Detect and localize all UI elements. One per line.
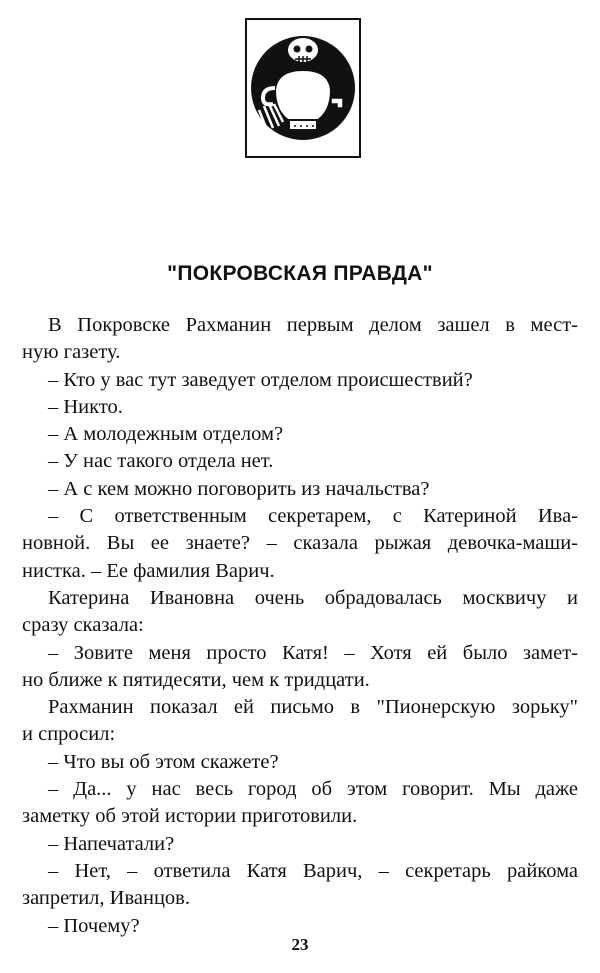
text-line: – Нет, – ответила Катя Варич, – секретарь райкома xyxy=(48,859,578,882)
text-line: – А молодежным отделом? xyxy=(48,423,284,446)
body-text xyxy=(22,312,578,940)
text-line: но ближе к пятидесяти, чем к тридцати. xyxy=(22,668,370,691)
text-line: – Напечатали? xyxy=(48,832,175,855)
text-line: – Зовите меня просто Катя! – Хотя ей было замет- xyxy=(48,641,578,664)
text-line: и спросил: xyxy=(22,723,116,746)
text-line: ную газету. xyxy=(22,341,121,364)
text-line: – Что вы об этом скажете? xyxy=(48,750,279,773)
text-line: В Покровске Рахманин первым делом зашел в мест- xyxy=(48,314,578,336)
chapter-title: "ПОКРОВСКАЯ ПРАВДА" xyxy=(167,262,433,285)
text-line: нистка. – Ее фамилия Варич. xyxy=(22,559,275,582)
text-line: новной. Вы ее знаете? – сказала рыжая девочка-маши- xyxy=(22,532,578,555)
page-number: 23 xyxy=(291,935,309,954)
emblem-skull-eye-left xyxy=(294,46,301,53)
text-line: – С ответственным секретарем, с Катериной Ива- xyxy=(48,505,578,528)
emblem-figure xyxy=(275,70,331,122)
text-line: Катерина Ивановна очень обрадовалась москвичу и xyxy=(48,586,578,609)
text-line: сразу сказала: xyxy=(22,614,144,637)
text-line: – У нас такого отдела нет. xyxy=(48,450,274,473)
emblem-figure-base xyxy=(289,120,317,130)
text-line: Рахманин показал ей письмо в "Пионерскую зорьку" xyxy=(48,696,578,719)
text-line: запретил, Иванцов. xyxy=(22,887,190,910)
text-line: – Кто у вас тут заведует отделом происшествий? xyxy=(48,368,473,391)
text-line: – А с кем можно поговорить из начальства? xyxy=(48,477,430,500)
text-line: – Почему? xyxy=(48,914,140,937)
text-line: заметку об этой истории приготовили. xyxy=(22,805,358,828)
text-line: – Никто. xyxy=(48,395,123,418)
chapter-emblem xyxy=(245,18,361,158)
text-line: – Да... у нас весь город об этом говорит. Мы даже xyxy=(48,778,578,801)
emblem-skull-eye-right xyxy=(306,46,313,53)
